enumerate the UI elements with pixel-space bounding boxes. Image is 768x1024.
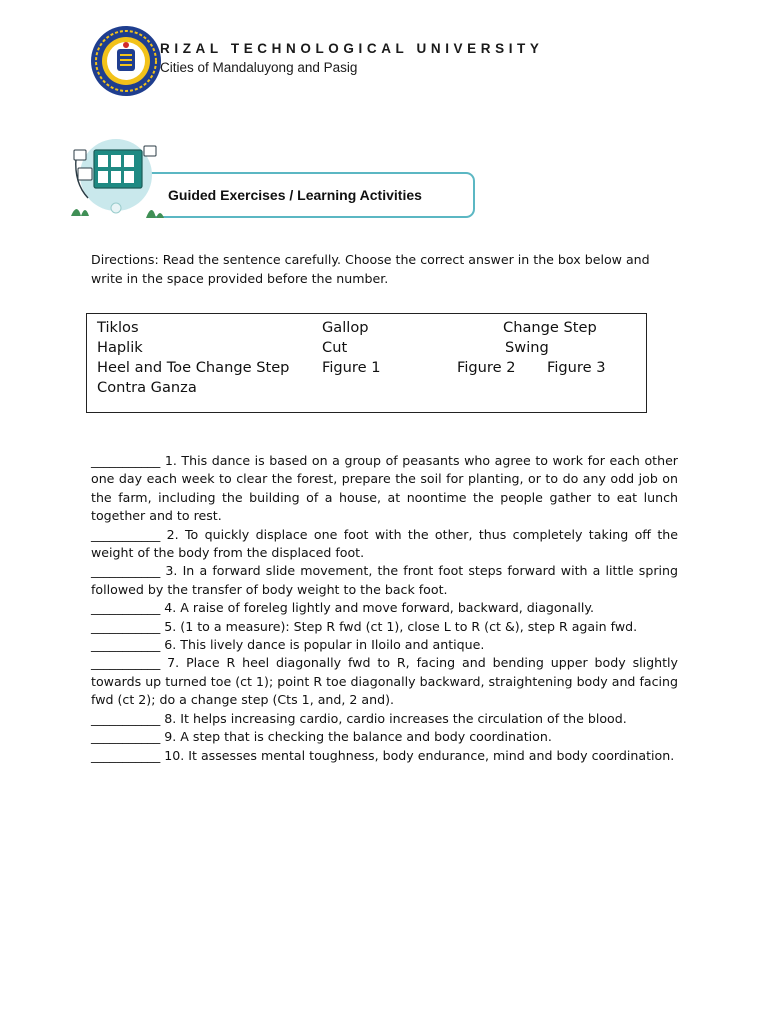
question-6: ___________ 6. This lively dance is popular in Iloilo and antique. — [91, 637, 485, 653]
choice-item: Contra Ganza — [97, 379, 197, 396]
question-4: ___________ 4. A raise of foreleg lightly and move forward, backward, diagonally. — [91, 600, 594, 616]
classroom-illustration-icon — [66, 128, 166, 226]
directions-text: Directions: Read the sentence carefully. Choose the correct answer in the box below and write in the space provided before the number. — [91, 252, 650, 286]
university-seal-logo — [90, 25, 162, 97]
university-name: RIZAL TECHNOLOGICAL UNIVERSITY — [160, 41, 544, 56]
question-7: ___________ 7. Place R heel diagonally fwd to R, facing and bending upper body slightly towards up turned toe (ct 1); point R toe diagonally backward, straightening body and facing fwd (ct 2); do a change step (Cts 1, and, 2 and). — [91, 655, 678, 708]
question-5: ___________ 5. (1 to a measure): Step R fwd (ct 1), close L to R (ct &), step R again fwd. — [91, 618, 638, 634]
choice-item: Figure 2 — [457, 359, 516, 376]
question-1: ___________ 1. This dance is based on a group of peasants who agree to work for each other one day each week to clear the forest, prepare the soil for planting, or to do any odd job on the farm, including the building of a house, at noontime the people gather to eat lunch together and to rest. — [91, 453, 678, 524]
choice-item: Gallop — [322, 319, 369, 336]
question-2: ___________ 2. To quickly displace one foot with the other, thus completely taking off the weight of the body from the displaced foot. — [91, 526, 678, 561]
questions-list — [91, 452, 678, 765]
question-9: ___________ 9. A step that is checking the balance and body coordination. — [91, 729, 552, 745]
choice-item: Cut — [322, 339, 348, 356]
choice-item: Figure 3 — [547, 359, 606, 376]
question-10: ___________ 10. It assesses mental toughness, body endurance, mind and body coordination. — [91, 747, 675, 763]
answer-choices-box — [86, 313, 647, 413]
choice-item: Tiklos — [97, 319, 139, 336]
question-3: ___________ 3. In a forward slide movement, the front foot steps forward with a little spring followed by the transfer of body weight to the back foot. — [91, 563, 678, 597]
choice-item: Heel and Toe Change Step — [97, 359, 290, 376]
university-subtitle: Cities of Mandaluyong and Pasig — [160, 60, 358, 75]
banner-title: Guided Exercises / Learning Activities — [168, 187, 422, 203]
choice-item: Haplik — [97, 339, 143, 356]
choice-item: Change Step — [503, 319, 597, 336]
choice-item: Figure 1 — [322, 359, 381, 376]
question-8: ___________ 8. It helps increasing cardio, cardio increases the circulation of the blood. — [91, 710, 627, 726]
choice-item: Swing — [505, 339, 549, 356]
